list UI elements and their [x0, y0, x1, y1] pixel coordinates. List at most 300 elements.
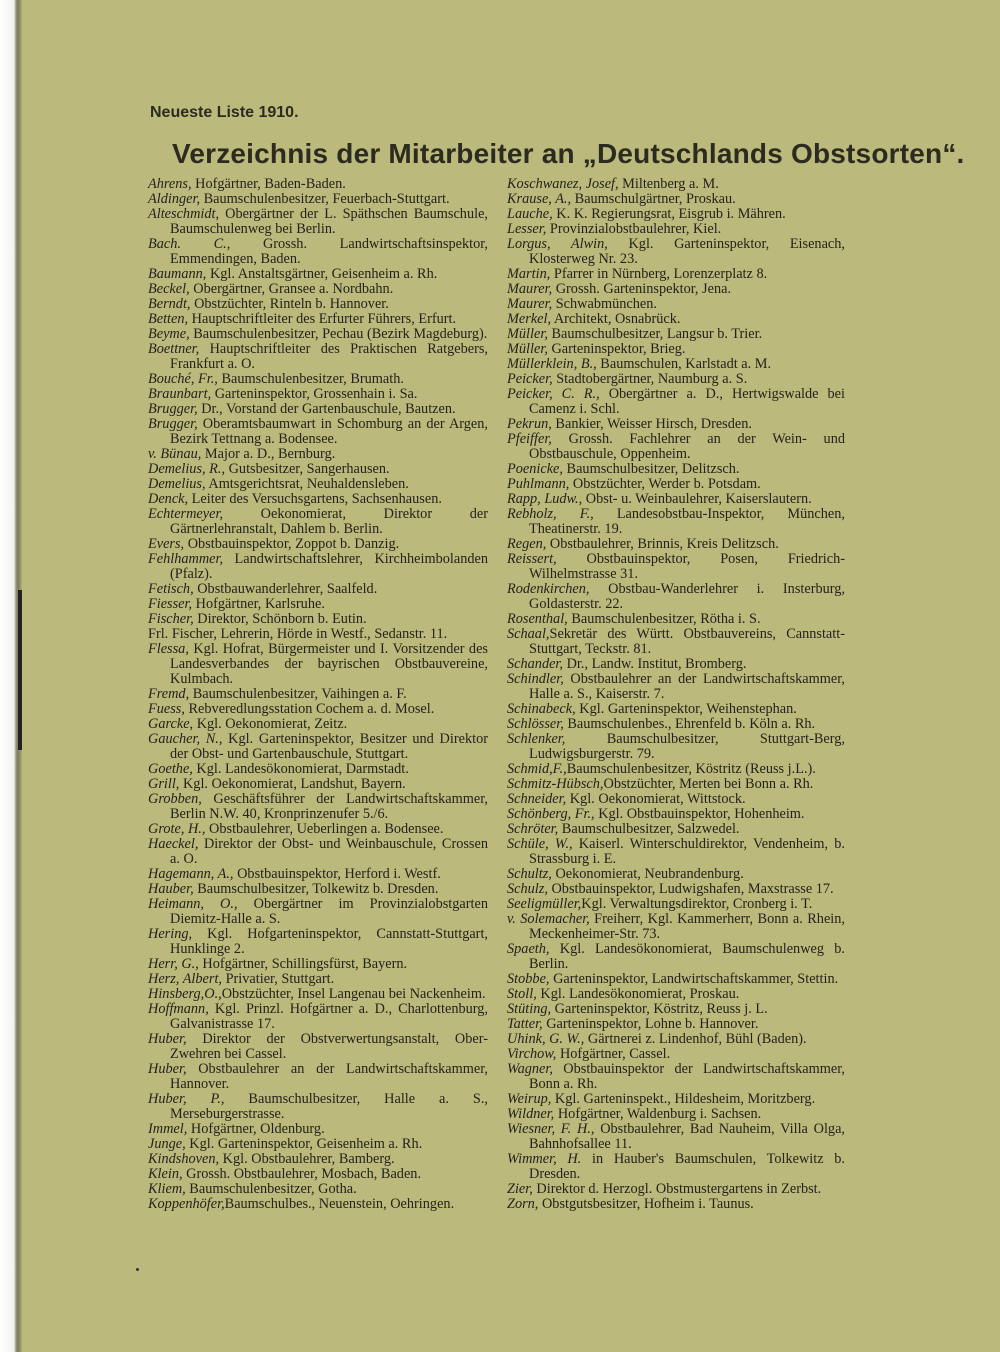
contributor-name: Echtermeyer,: [148, 506, 224, 522]
contributor-name: Peicker, C. R.,: [507, 386, 600, 402]
contributor-name: Fischer,: [148, 611, 194, 627]
contributor-name: Puhlmann,: [507, 476, 570, 492]
contributor-entry: [148, 642, 488, 687]
contributor-entry: [507, 552, 845, 582]
contributor-name: Huber,: [148, 1061, 187, 1077]
contributor-entry: [507, 537, 845, 552]
contributor-details: Obstbaulehrer an der Landwirtschaftskammer, Halle a. S., Kaiserstr. 7.: [529, 671, 845, 702]
contributors-column-left: [148, 177, 488, 1212]
contributor-name: Pekrun,: [507, 416, 552, 432]
contributor-details: Baumschulenbesitzer, Gotha.: [185, 1181, 357, 1197]
contributor-details: Baumschulenbesitzer, Brumath.: [217, 371, 404, 387]
contributor-entry: [148, 717, 488, 732]
contributor-entry: [148, 702, 488, 717]
contributor-details: Baumschulbes., Neuenstein, Oehringen.: [224, 1196, 455, 1212]
contributor-entry: [507, 1197, 845, 1212]
contributor-name: Grote, H.,: [148, 821, 206, 837]
contributor-name: Rodenkirchen,: [507, 581, 590, 597]
page-title: Verzeichnis der Mitarbeiter an „Deutschlands Obstsorten“.: [172, 138, 965, 169]
contributor-name: Martin,: [507, 266, 551, 282]
contributor-details: Baumschulenbesitzer, Pechau (Bezirk Magdeburg).: [189, 326, 488, 342]
contributor-entry: [507, 507, 845, 537]
contributor-entry: [148, 342, 488, 372]
contributor-name: Bouché, Fr.,: [148, 371, 218, 387]
contributor-entry: [507, 207, 845, 222]
contributor-details: Baumschulbesitzer, Langsur b. Trier.: [547, 326, 763, 342]
contributor-name: Aldinger,: [148, 191, 201, 207]
contributor-entry: [148, 1167, 488, 1182]
contributor-details: Kgl. Hofgarteninspektor, Cannstatt-Stuttgart, Hunklinge 2.: [170, 926, 488, 957]
contributor-details: Bankier, Weisser Hirsch, Dresden.: [551, 416, 752, 432]
contributor-entry: [507, 477, 845, 492]
contributor-details: Baumschulbesitzer, Salzwedel.: [558, 821, 740, 837]
contributor-name: Heimann, O.,: [148, 896, 238, 912]
contributor-name: Fuess,: [148, 701, 185, 717]
contributor-name: Fremd,: [148, 686, 190, 702]
contributor-name: Kliem,: [148, 1181, 186, 1197]
contributor-name: Baumann,: [148, 266, 207, 282]
contributor-details: Gutsbesitzer, Sangerhausen.: [225, 461, 390, 477]
contributor-details: Hofgärtner, Karlsruhe.: [192, 596, 325, 612]
contributor-entry: [507, 1107, 845, 1122]
contributor-entry: [148, 462, 488, 477]
contributor-name: Hagemann, A.,: [148, 866, 234, 882]
contributor-details: Freiherr, Kgl. Kammerherr, Bonn a. Rhein, Meckenheimer-Str. 73.: [529, 911, 845, 942]
contributor-entry: [507, 672, 845, 702]
contributor-name: Schlösser,: [507, 716, 564, 732]
contributor-details: Schwabmünchen.: [552, 296, 657, 312]
contributor-entry: [507, 912, 845, 942]
contributor-entry: [507, 357, 845, 372]
contributor-entry: [507, 1122, 845, 1152]
contributor-entry: [507, 777, 845, 792]
contributor-details: Kgl. Garteninspekt., Hildesheim, Moritzberg.: [551, 1091, 816, 1107]
contributor-name: Müller,: [507, 341, 548, 357]
contributor-name: Schröter,: [507, 821, 559, 837]
contributor-details: Obstbaulehrer, Bad Nauheim, Villa Olga, Bahnhofsallee 11.: [529, 1121, 845, 1152]
contributor-details: Kgl. Landesökonomierat, Darmstadt.: [192, 761, 409, 777]
contributor-entry: [148, 1137, 488, 1152]
contributor-name: Brugger,: [148, 416, 198, 432]
contributor-details: Baumschulbesitzer, Tolkewitz b. Dresden.: [193, 881, 439, 897]
contributor-details: Stadtobergärtner, Naumburg a. S.: [552, 371, 748, 387]
contributor-entry: [148, 312, 488, 327]
contributor-details: Kgl. Prinzl. Hofgärtner a. D., Charlottenburg, Galvanistrasse 17.: [170, 1001, 488, 1032]
contributor-name: Virchow,: [507, 1046, 557, 1062]
contributor-entry: [148, 927, 488, 957]
contributor-entry: [507, 222, 845, 237]
contributor-entry: [148, 612, 488, 627]
contributor-name: Müllerklein, B.,: [507, 356, 597, 372]
contributor-entry: [148, 297, 488, 312]
contributor-details: Baumschulenbesitzer, Feuerbach-Stuttgart.: [200, 191, 450, 207]
contributor-name: Lauche,: [507, 206, 553, 222]
contributor-details: Garteninspektor, Landwirtschaftskammer, Stettin.: [549, 971, 839, 987]
contributor-details: Kgl. Landesökonomierat, Proskau.: [536, 986, 740, 1002]
contributor-name: Immel,: [148, 1121, 188, 1137]
contributor-entry: [507, 762, 845, 777]
contributor-details: Direktor der Obst- und Weinbauschule, Crossen a. O.: [170, 836, 488, 867]
contributor-details: Kgl. Verwaltungsdirektor, Cronberg i. T.: [581, 896, 813, 912]
contributor-name: Maurer,: [507, 296, 553, 312]
contributor-details: Kaiserl. Winterschuldirektor, Vendenheim, b. Strassburg i. E.: [529, 836, 845, 867]
contributor-name: Evers,: [148, 536, 185, 552]
contributor-entry: [148, 987, 488, 1002]
contributor-entry: [148, 1197, 488, 1212]
contributor-name: Braunbart,: [148, 386, 212, 402]
contributor-name: Schander,: [507, 656, 563, 672]
contributor-details: Baumschulen, Karlstadt a. M.: [596, 356, 772, 372]
contributor-entry: [148, 882, 488, 897]
contributor-name: Grill,: [148, 776, 180, 792]
contributor-name: Schneider,: [507, 791, 567, 807]
contributor-details: Direktor, Schönborn b. Eutin.: [193, 611, 367, 627]
contributor-entry: [148, 1182, 488, 1197]
contributor-name: Regen,: [507, 536, 547, 552]
contributor-details: Frl. Fischer, Lehrerin, Hörde in Westf., Sedanstr. 11.: [148, 626, 448, 642]
contributor-name: Merkel,: [507, 311, 552, 327]
contributor-details: Baumschulbesitzer, Stuttgart-Berg, Ludwigsburgerstr. 79.: [529, 731, 845, 762]
contributor-details: Architekt, Osnabrück.: [551, 311, 681, 327]
contributor-entry: [507, 312, 845, 327]
contributor-entry: [507, 1017, 845, 1032]
contributor-entry: [507, 627, 845, 657]
contributor-entry: [148, 837, 488, 867]
contributor-details: Oekonomierat, Neubrandenburg.: [551, 866, 744, 882]
contributor-entry: [148, 492, 488, 507]
contributor-details: K. K. Regierungsrat, Eisgrub i. Mähren.: [552, 206, 786, 222]
contributor-entry: [507, 492, 845, 507]
contributor-name: Koppenhöfer,: [148, 1196, 225, 1212]
contributor-entry: [507, 942, 845, 972]
contributor-details: Baumschulbesitzer, Delitzsch.: [562, 461, 740, 477]
contributor-name: Huber, P.,: [148, 1091, 225, 1107]
contributor-name: Hoffmann,: [148, 1001, 209, 1017]
speck: [136, 1268, 139, 1271]
contributor-details: Kgl. Oekonomierat, Zeitz.: [193, 716, 348, 732]
contributor-details: Obstzüchter, Insel Langenau bei Nackenheim.: [221, 986, 486, 1002]
contributor-details: Baumschulenbesitzer, Vaihingen a. F.: [189, 686, 407, 702]
contributor-details: Hauptschriftleiter des Praktischen Ratgebers, Frankfurt a. O.: [170, 341, 488, 372]
contributor-details: Obstbauinspektor, Ludwigshafen, Maxstrasse 17.: [547, 881, 834, 897]
contributor-details: Obergärtner im Provinzialobstgarten Diemitz-Halle a. S.: [170, 896, 488, 927]
contributor-details: Kgl. Garteninspektor, Geisenheim a. Rh.: [185, 1136, 423, 1152]
contributor-name: Ahrens,: [148, 176, 192, 192]
contributor-entry: [148, 957, 488, 972]
contributor-details: Obstbauwanderlehrer, Saalfeld.: [193, 581, 378, 597]
contributor-entry: [507, 987, 845, 1002]
contributor-name: Krause, A.,: [507, 191, 572, 207]
contributor-entry: [507, 1092, 845, 1107]
contributor-name: Demelius, R.,: [148, 461, 226, 477]
contributor-entry: [148, 267, 488, 282]
contributor-name: Betten,: [148, 311, 189, 327]
contributor-entry: [148, 1032, 488, 1062]
contributor-entry: [507, 1047, 845, 1062]
contributor-entry: [507, 1152, 845, 1182]
contributor-name: Rosenthal,: [507, 611, 568, 627]
contributor-entry: [507, 462, 845, 477]
contributor-entry: [148, 972, 488, 987]
contributor-name: Hauber,: [148, 881, 194, 897]
contributor-entry: [507, 297, 845, 312]
contributor-name: Boettner,: [148, 341, 200, 357]
contributor-name: Seeligmüller,: [507, 896, 582, 912]
contributor-details: Grossh. Obstbaulehrer, Mosbach, Baden.: [182, 1166, 422, 1182]
contributor-name: Wildner,: [507, 1106, 555, 1122]
contributor-name: v. Solemacher,: [507, 911, 590, 927]
contributor-details: Amtsgerichtsrat, Neuhaldensleben.: [205, 476, 409, 492]
contributor-entry: [507, 717, 845, 732]
contributor-entry: [507, 417, 845, 432]
contributor-details: Hofgärtner, Schillingsfürst, Bayern.: [198, 956, 408, 972]
contributor-name: Lorgus, Alwin,: [507, 236, 608, 252]
contributor-entry: [507, 237, 845, 267]
contributor-details: Obergärtner, Gransee a. Nordbahn.: [189, 281, 394, 297]
list-label: Neueste Liste 1910.: [150, 104, 299, 121]
contributor-name: Schmitz-Hübsch,: [507, 776, 604, 792]
contributor-entry: [148, 177, 488, 192]
contributor-entry: [507, 1032, 845, 1047]
contributor-entry: [507, 387, 845, 417]
contributor-entry: [148, 1122, 488, 1137]
contributor-details: Obstzüchter, Werder b. Potsdam.: [569, 476, 761, 492]
contributor-name: Fiesser,: [148, 596, 193, 612]
contributor-entry: [148, 792, 488, 822]
contributor-entry: [507, 657, 845, 672]
contributor-entry: [148, 477, 488, 492]
contributor-name: Schinabeck,: [507, 701, 576, 717]
contributor-entry: [148, 447, 488, 462]
contributor-name: Stüting,: [507, 1001, 552, 1017]
contributor-details: Grossh. Landwirtschaftsinspektor, Emmendingen, Baden.: [170, 236, 488, 267]
contributors-column-right: [507, 177, 845, 1212]
contributor-entry: [148, 237, 488, 267]
contributor-name: Stobbe,: [507, 971, 550, 987]
contributor-name: Maurer,: [507, 281, 553, 297]
contributor-details: Grossh. Fachlehrer an der Wein- und Obstbauschule, Oppenheim.: [529, 431, 845, 462]
contributor-details: Leiter des Versuchsgartens, Sachsenhausen.: [188, 491, 442, 507]
contributor-name: Schaal,: [507, 626, 550, 642]
contributor-name: Schönberg, Fr.,: [507, 806, 595, 822]
contributor-details: Obstbauinspektor der Landwirtschaftskammer, Bonn a. Rh.: [529, 1061, 845, 1092]
contributor-name: Wiesner, F. H.,: [507, 1121, 595, 1137]
contributor-entry: [148, 777, 488, 792]
contributor-name: Haeckel,: [148, 836, 199, 852]
contributor-details: Baumschulbesitzer, Halle a. S., Merseburgerstrasse.: [170, 1091, 488, 1122]
contributor-entry: [148, 507, 488, 537]
contributor-entry: [507, 837, 845, 867]
contributor-name: Fetisch,: [148, 581, 194, 597]
contributor-entry: [148, 402, 488, 417]
contributor-details: Garteninspektor, Köstritz, Reuss j. L.: [551, 1001, 768, 1017]
contributor-entry: [507, 792, 845, 807]
contributor-entry: [507, 882, 845, 897]
contributor-entry: [148, 537, 488, 552]
contributor-entry: [507, 702, 845, 717]
contributor-details: Grossh. Garteninspektor, Jena.: [552, 281, 732, 297]
contributor-details: Obstbau-Wanderlehrer i. Insterburg, Goldasterstr. 22.: [529, 581, 845, 612]
contributor-name: Junge,: [148, 1136, 186, 1152]
contributor-name: Klein,: [148, 1166, 183, 1182]
contributor-details: Pfarrer in Nürnberg, Lorenzerplatz 8.: [550, 266, 768, 282]
contributor-entry: [148, 732, 488, 762]
contributor-details: Obstzüchter, Rinteln b. Hannover.: [190, 296, 389, 312]
contributor-name: Bach. C.,: [148, 236, 231, 252]
contributor-entry: [507, 372, 845, 387]
contributor-entry: [507, 1002, 845, 1017]
contributor-details: Gärtnerei z. Lindenhof, Bühl (Baden).: [584, 1031, 807, 1047]
contributor-name: Koschwanez, Josef,: [507, 176, 619, 192]
contributor-entry: [148, 762, 488, 777]
contributor-name: Rapp, Ludw.,: [507, 491, 583, 507]
contributor-details: Baumschulgärtner, Proskau.: [571, 191, 736, 207]
contributor-entry: [507, 897, 845, 912]
contributor-details: Sekretär des Württ. Obstbauvereins, Cannstatt-Stuttgart, Teckstr. 81.: [529, 626, 845, 657]
contributor-name: Wagner,: [507, 1061, 553, 1077]
contributor-details: Oberamtsbaumwart in Schomburg an der Argen, Bezirk Tettnang a. Bodensee.: [170, 416, 488, 447]
contributor-details: Obstbauinspektor, Posen, Friedrich-Wilhelmstrasse 31.: [529, 551, 845, 582]
contributor-name: Goethe,: [148, 761, 193, 777]
contributor-name: Schindler,: [507, 671, 564, 687]
contributor-name: Poenicke,: [507, 461, 563, 477]
contributor-name: Schulz,: [507, 881, 548, 897]
contributor-name: Zier,: [507, 1181, 533, 1197]
contributor-name: Beyme,: [148, 326, 190, 342]
contributor-name: Stoll,: [507, 986, 537, 1002]
contributor-name: Huber,: [148, 1031, 187, 1047]
contributor-entry: [148, 822, 488, 837]
contributor-entry: [507, 342, 845, 357]
contributor-details: Obstzüchter, Merten bei Bonn a. Rh.: [603, 776, 814, 792]
contributor-name: Peicker,: [507, 371, 553, 387]
contributor-details: Landwirtschaftslehrer, Kirchheimbolanden (Pfalz).: [170, 551, 488, 582]
contributor-details: Kgl. Obstbaulehrer, Bamberg.: [219, 1151, 395, 1167]
contributor-details: in Hauber's Baumschulen, Tolkewitz b. Dresden.: [529, 1151, 845, 1182]
contributor-name: Müller,: [507, 326, 548, 342]
contributor-name: Berndt,: [148, 296, 191, 312]
contributor-entry: [148, 417, 488, 447]
contributor-details: Kgl. Oekonomierat, Wittstock.: [566, 791, 746, 807]
contributor-name: Schüle, W.,: [507, 836, 573, 852]
contributor-entry: [148, 1152, 488, 1167]
contributor-name: Wimmer, H.: [507, 1151, 582, 1167]
contributor-name: Pfeiffer,: [507, 431, 552, 447]
contributor-details: Kgl. Garteninspektor, Weihenstephan.: [575, 701, 797, 717]
contributor-details: Baumschulenbesitzer, Rötha i. S.: [567, 611, 761, 627]
contributor-entry: [507, 972, 845, 987]
contributor-name: Alteschmidt,: [148, 206, 220, 222]
contributor-entry: [507, 282, 845, 297]
contributor-entry: [507, 177, 845, 192]
contributor-name: Denck,: [148, 491, 189, 507]
contributor-details: Hofgärtner, Oldenburg.: [187, 1121, 325, 1137]
contributor-details: Obstbaulehrer, Ueberlingen a. Bodensee.: [205, 821, 444, 837]
contributor-entry: [507, 612, 845, 627]
contributor-details: Baumschulenbesitzer, Köstritz (Reuss j.L.).: [566, 761, 816, 777]
contributor-entry: [148, 582, 488, 597]
contributor-name: Brugger,: [148, 401, 198, 417]
contributor-details: Kgl. Landesökonomierat, Baumschulenweg b. Berlin.: [529, 941, 845, 972]
contributor-details: Kgl. Garteninspektor, Eisenach, Klosterweg Nr. 23.: [529, 236, 845, 267]
contributor-details: Rebveredlungsstation Cochem a. d. Mosel.: [184, 701, 435, 717]
contributor-name: Schmid,F.,: [507, 761, 567, 777]
contributor-name: Lesser,: [507, 221, 547, 237]
contributor-details: Kgl. Hofrat, Bürgermeister und I. Vorsitzender des Landesverbandes der bayrischen Obstbauvereine, Kulmbach.: [170, 641, 488, 687]
contributor-entry: [148, 687, 488, 702]
contributor-name: Spaeth,: [507, 941, 550, 957]
contributor-name: Hinsberg,O.,: [148, 986, 222, 1002]
contributor-details: Garteninspektor, Brieg.: [547, 341, 686, 357]
contributor-name: Weirup,: [507, 1091, 552, 1107]
contributor-details: Kgl. Anstaltsgärtner, Geisenheim a. Rh.: [206, 266, 438, 282]
contributor-name: Tatter,: [507, 1016, 543, 1032]
contributor-name: Rebholz, F.,: [507, 506, 594, 522]
contributor-entry: [148, 597, 488, 612]
contributor-name: Zorn,: [507, 1196, 539, 1212]
contributor-details: Provinzialobstbaulehrer, Kiel.: [546, 221, 722, 237]
contributor-entry: [148, 1002, 488, 1032]
contributor-details: Hofgärtner, Waldenburg i. Sachsen.: [554, 1106, 762, 1122]
contributor-name: Garcke,: [148, 716, 194, 732]
contributor-details: Dr., Landw. Institut, Bromberg.: [563, 656, 747, 672]
contributor-details: Direktor d. Herzogl. Obstmustergartens in Zerbst.: [532, 1181, 822, 1197]
contributor-entry: [148, 552, 488, 582]
contributor-entry: [148, 627, 488, 642]
contributor-entry: [148, 1062, 488, 1092]
contributor-name: Beckel,: [148, 281, 190, 297]
contributor-name: Flessa,: [148, 641, 189, 657]
contributor-name: Reissert,: [507, 551, 557, 567]
contributor-details: Obst- u. Weinbaulehrer, Kaiserslautern.: [582, 491, 812, 507]
contributor-entry: [507, 1062, 845, 1092]
contributor-entry: [148, 192, 488, 207]
contributor-name: Hering,: [148, 926, 193, 942]
contributor-entry: [507, 582, 845, 612]
contributor-name: Gaucher, N.,: [148, 731, 223, 747]
contributor-entry: [507, 807, 845, 822]
contributor-details: Baumschulenbes., Ehrenfeld b. Köln a. Rh.: [563, 716, 816, 732]
contributor-details: Garteninspektor, Grossenhain i. Sa.: [211, 386, 418, 402]
contributor-name: Herr, G.,: [148, 956, 199, 972]
contributor-name: Herz, Albert,: [148, 971, 222, 987]
contributor-details: Kgl. Garteninspektor, Besitzer und Direktor der Obst- und Gartenbauschule, Stuttgart.: [170, 731, 488, 762]
contributor-entry: [148, 372, 488, 387]
contributor-entry: [507, 1182, 845, 1197]
contributor-details: Obstbauinspektor, Zoppot b. Danzig.: [184, 536, 400, 552]
contributor-details: Obergärtner a. D., Hertwigswalde bei Camenz i. Schl.: [529, 386, 846, 417]
contributor-entry: [148, 387, 488, 402]
contributor-details: Dr., Vorstand der Gartenbauschule, Bautzen.: [197, 401, 456, 417]
contributor-name: Schlenker,: [507, 731, 566, 747]
contributor-details: Miltenberg a. M.: [618, 176, 719, 192]
contributor-details: Hofgärtner, Cassel.: [556, 1046, 671, 1062]
contributor-name: Schultz,: [507, 866, 552, 882]
contributor-details: Hauptschriftleiter des Erfurter Führers, Erfurt.: [188, 311, 457, 327]
contributor-details: Obstbauinspektor, Herford i. Westf.: [233, 866, 441, 882]
contributor-entry: [148, 327, 488, 342]
contributor-entry: [148, 1092, 488, 1122]
contributor-details: Obstgutsbesitzer, Hofheim i. Taunus.: [538, 1196, 754, 1212]
contributor-entry: [148, 207, 488, 237]
contributor-entry: [148, 897, 488, 927]
contributor-details: Geschäftsführer der Landwirtschaftskammer, Berlin N.W. 40, Kronprinzenufer 5./6.: [170, 791, 488, 822]
contributor-details: Obergärtner der L. Späthschen Baumschule, Baumschulenweg bei Berlin.: [170, 206, 488, 237]
contributor-name: Uhink, G. W.,: [507, 1031, 585, 1047]
contributor-entry: [507, 822, 845, 837]
contributor-details: Direktor der Obstverwertungsanstalt, Ober-Zwehren bei Cassel.: [170, 1031, 488, 1062]
contributor-entry: [148, 282, 488, 297]
